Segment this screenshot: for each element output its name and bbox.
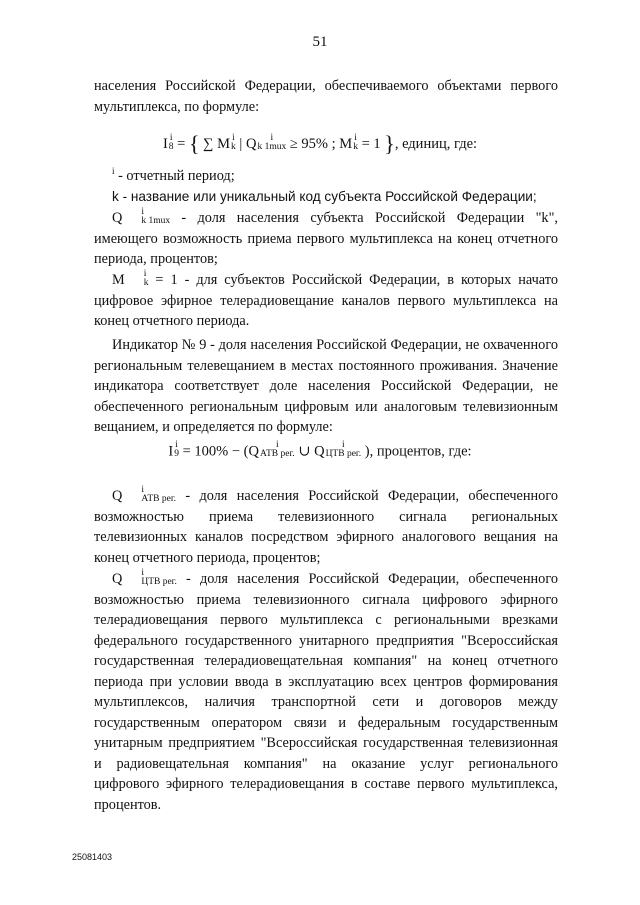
intro-paragraph: населения Российской Федерации, обеспечиваемого объектами первого мультиплекса, по формуле: (94, 78, 558, 115)
definition-i: $^i$ - отчетный период; (112, 166, 235, 184)
definition-k: k - название или уникальный код субъекта Российской Федерации; (112, 189, 537, 204)
m-k-symbol: M i k = 1 (112, 268, 178, 288)
definition-q-k1mux: Q i k 1mux - доля населения субъекта Российской Федерации "k", имеющего возможность приема первого мультиплекса на конец отчетного периода, процентов; (94, 206, 558, 267)
q-atv-symbol: Q i АТВ рег. (112, 484, 177, 504)
definition-m-k: M i k = 1 - для субъектов Российской Федерации, в которых начато цифровое эфирное телерадиовещание каналов первого мультиплекса на конец отчетного периода. (94, 268, 558, 329)
definition-q-ctv: Q i ЦТВ рег. - доля населения Российской Федерации, обеспеченного возможностью приема телевизионного сигнала цифрового эфирного телерадиовещания первого мультиплекса с региональными врезками федерального государственного унитарного предприятия "Всероссийская государственная телерадиовещательная компания" на конец отчетного периода при условии ввода в эксплуатацию всех центров формирования мультиплексов, наличия транспортной сети и договоров между государственным оператором связи и федеральным государственным унитарным предприятием "Всероссийская государственная телевизионная и радиовещательная компания" на оказание услуг регионального цифрового эфирного телерадиовещания в составе первого мультиплекса, процентов. (94, 567, 558, 813)
formula-i9: I i 9 = 100% − (Q i АТВ рег. ∪ Q i ЦТВ рег. ), процентов, где: (168, 440, 472, 460)
formula-i8: I i 8 = { ∑ M i k | Q i k 1mux ≥ 95% ; M i k = 1 }, единиц, где: (162, 131, 478, 156)
document-code: 25081403 (72, 852, 113, 862)
q-ctv-symbol: Q i ЦТВ рег. (112, 567, 177, 587)
formula-i8-symbol: I i 8 (162, 132, 174, 152)
q-k1mux-symbol: Q i k 1mux (112, 206, 171, 226)
indicator-9-paragraph: Индикатор № 9 - доля населения Российской Федерации, не охваченного региональным телевещанием в местах постоянного проживания. Значение индикатора соответствует доле населения Российской Федерации, не обеспеченного региональным цифровым или аналоговым телевизионным вещанием, и определяется по формуле: (94, 337, 558, 435)
page-number: 51 (312, 34, 328, 50)
definition-q-atv: Q i АТВ рег. - доля населения Российской Федерации, обеспеченного возможностью приема телевизионного сигнала региональных телевизионных каналов посредством эфирного аналогового вещания на конец отчетного периода, процентов; (94, 484, 558, 566)
